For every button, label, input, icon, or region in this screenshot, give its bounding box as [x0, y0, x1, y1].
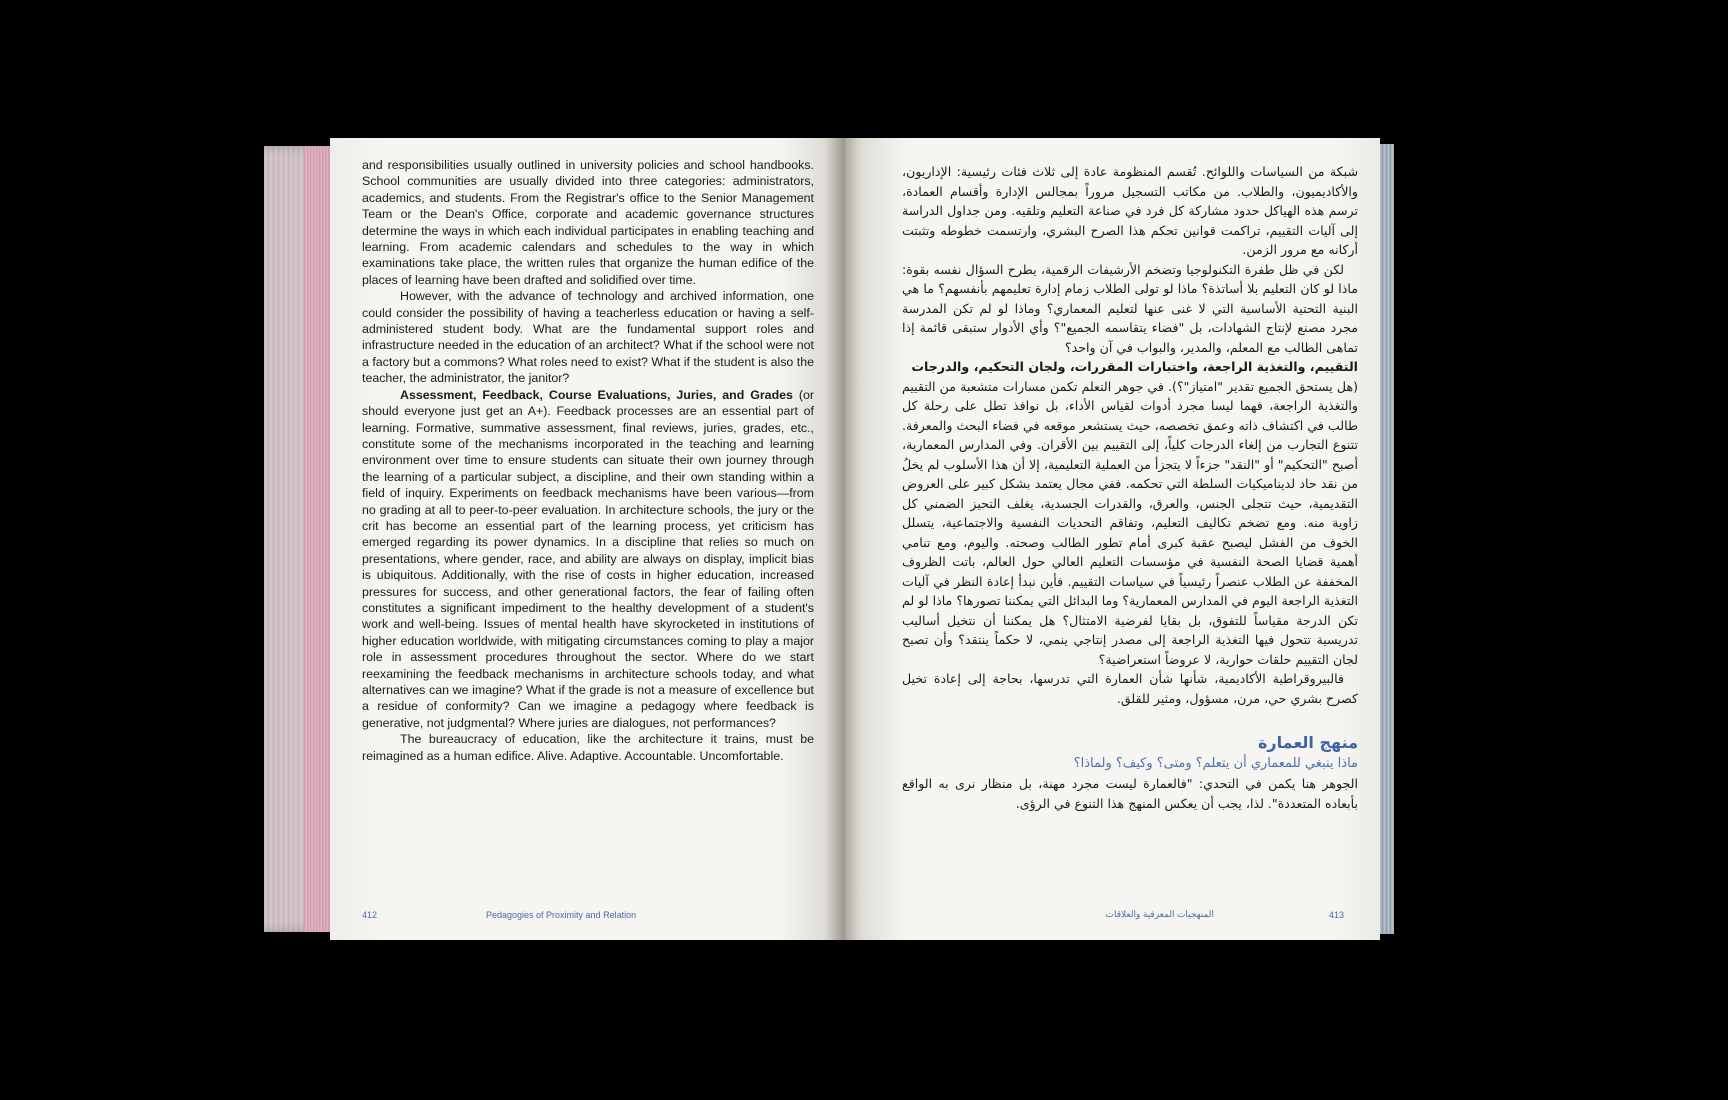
left-paragraph-4: The bureaucracy of education, like the architecture it trains, must be reimagined as a human edifice. Alive. Adaptive. Accountable. Uncomfortable.: [362, 732, 814, 763]
section-title: منهج العمارة: [1257, 733, 1358, 752]
right-subheading: التقييم، والتغذية الراجعة، واختبارات المقررات، ولجان التحكيم، والدرجات: [911, 359, 1358, 374]
left-page: [330, 138, 842, 940]
right-paragraph-1: شبكة من السياسات واللوائح. تُقسم المنظومة عادة إلى ثلاث فئات رئيسية: الإداريون، والأكاديميون، والطلاب. من مكاتب التسجيل مروراً بمجالس الإدارة وأقسام العمادة، ترسم هذه الهياكل حدود مشاركة كل فرد في صناعة التعليم وتلقيه. ومن جداول الدراسة إلى آليات التقييم، تراكمت قوانين تحكم هذا الصرح البشري، وارتسمت خطوطه وتثبتت أركانه مع مرور الزمن.: [902, 164, 1358, 257]
left-page-body: [362, 157, 814, 764]
section-subtitle: ماذا ينبغي للمعماري أن يتعلم؟ ومتى؟ وكيف؟ ولماذا؟: [1073, 756, 1358, 771]
right-paragraph-3: (هل يستحق الجميع تقدير "امتياز"؟). في جوهر التعلم تكمن مسارات متشعبة من التقييم والتغذية الراجعة، فهما ليسا مجرد أدوات لقياس الأداء، بل نوافذ تطل على رحلة كل طالب في اكتشاف ذاته وعمق تخصصه، حيث يستشعر موقعه في فضاء البحث والمعرفة. تتنوع التجارب من إلغاء الدرجات كلياً، إلى التقييم بين الأقران. وفي المدارس المعمارية، أصبح "التحكيم" أو "النقد" جزءاً لا يتجزأ من العملية التعليمية، إلا أن هذا الأسلوب لم يخلُ من نقد حاد لديناميكيات السلطة التي تحكمه. ففي مجال يعتمد بشكل كبير على العروض التقديمية، حيث تتجلى الجنس، والعرق، والقدرات الجسدية، يغلف التحيز الضمني كل زاوية منه. ومع تضخم تكاليف التعليم، وتفاقم التحديات النفسية والاجتماعية، يتسلل الخوف من الفشل ليصبح عقبة كبرى أمام تطور الطالب وصحته. واليوم، ومع تنامي أهمية قضايا الصحة النفسية في مؤسسات التعليم العالي حول العالم، باتت الظروف المخففة عن الطلاب عنصراً رئيسياً في سياسات التقييم. فأين نبدأ إعادة النظر في آليات التغذية الراجعة اليوم في المدارس المعمارية؟ وما البدائل التي يمكننا تصورها؟ ماذا لو لم تكن الدرجة مقياساً للتفوق، بل بقايا لفرضية الامتثال؟ هل يمكننا أن نتخيل أساليب تدريسية تتحول فيها التغذية الراجعة إلى مصدر إنتاجي ينمي، لا حكماً ينتقد؟ وأن تصبح لجان التقييم حلقات حوارية، لا عروضاً استعراضية؟: [902, 378, 1358, 667]
left-paragraph-1: and responsibilities usually outlined in university policies and school handbooks. School communities are usually divided into three categories: administrators, academics, and students. From the Registrar's office to the Senior Management Team or the Dean's Office, corporate and academic governance structures determine the ways in which each individual participates in enabling teaching and learning. From academic calendars and schedules to the way in which examinations take place, the written rules that organize the human edifice of the places of learning have been drafted and solidified over time.: [362, 158, 814, 287]
right-page: [842, 138, 1380, 940]
left-subheading: Assessment, Feedback, Course Evaluations, Juries, and Grades: [400, 387, 793, 402]
right-paragraph-4: فالبيروقراطية الأكاديمية، شأنها شأن العمارة التي تدرسها، بحاجة إلى إعادة تخيل كصرح بشري حي، مرن، مسؤول، ومثير للقلق.: [902, 671, 1358, 706]
left-page-number: 412: [362, 910, 378, 920]
open-book: [264, 138, 1394, 940]
right-running-title: المنهجيات المعرفية والعلاقات: [1105, 909, 1214, 919]
left-paragraph-3: Assessment, Feedback, Course Evaluations, Juries, and Grades (or should everyone just get an A+). Feedback processes are an essential part of learning. Formative, summative assessment, final reviews, juries, grades, etc., constitute some of the mechanisms incorporated in the teaching and learning environment over time to ensure students can situate their own journey through the learning of a particular subject, a discipline, and their own standing within a field of inquiry. Experiments on feedback mechanisms have been various—from no grading at all to peer-to-peer evaluation. In architecture schools, the jury or the crit has become an essential part of the learning process, yet criticism has emerged regarding its power dynamics. In a discipline that relies so much on presentations, where gender, race, and ability are always on display, implicit bias is ubiquitous. Additionally, with the rise of costs in higher education, increased pressures for success, and other generational factors, the fear of failing often constitutes a significant impediment to the healthy development of a student's work and well-being. Issues of mental health have skyrocketed in institutions of higher education worldwide, with mitigating circumstances coming to play a major role in assessment procedures throughout the sector. Where do we start reexamining the feedback mechanisms in architecture schools today, and what alternatives can we imagine? What if the grade is not a measure of excellence but a residue of conformity? Can we imagine a pedagogy where feedback is generative, not judgmental? Where juries are dialogues, not performances?: [362, 387, 814, 730]
left-paragraph-2: However, with the advance of technology and archived information, one could consider the possibility of having a teacherless education or having a self-administered student body. What are the fundamental support roles and infrastructure needed in the education of an architect? What if the school were not a factory but a commons? What roles need to exist? What if the student is also the teacher, the administrator, the janitor?: [362, 289, 814, 386]
left-running-title: Pedagogies of Proximity and Relation: [486, 910, 637, 920]
right-paragraph-2: لكن في ظل طفرة التكنولوجيا وتضخم الأرشيفات الرقمية، يطرح السؤال نفسه بقوة: ماذا لو كان التعليم بلا أساتذة؟ ماذا لو تولى الطلاب زمام إدارة تعليمهم بأنفسهم؟ ما هي البنية التحتية الأساسية التي لا غنى عنها لتعليم المعماري؟ وماذا لو لم تكن المدرسة مجرد مصنع لإنتاج الشهادات، بل "فضاء يتقاسمه الجميع"؟ وأي الأدوار ستبقى قائمة إذا تماهى الطالب مع المعلم، والمدير، والبواب في آن واحد؟: [902, 261, 1358, 355]
right-page-number: 413: [1328, 910, 1344, 920]
right-closing-paragraph: الجوهر هنا يكمن في التحدي: "فالعمارة ليست مجرد مهنة، بل منظار نرى به الواقع بأبعاده المتعددة". لذا، يجب أن يعكس المنهج هذا التنوع في الرؤى.: [902, 776, 1358, 811]
left-page-edges: [264, 146, 334, 932]
right-page-body: [902, 162, 1358, 813]
right-page-edges: [1378, 144, 1394, 934]
